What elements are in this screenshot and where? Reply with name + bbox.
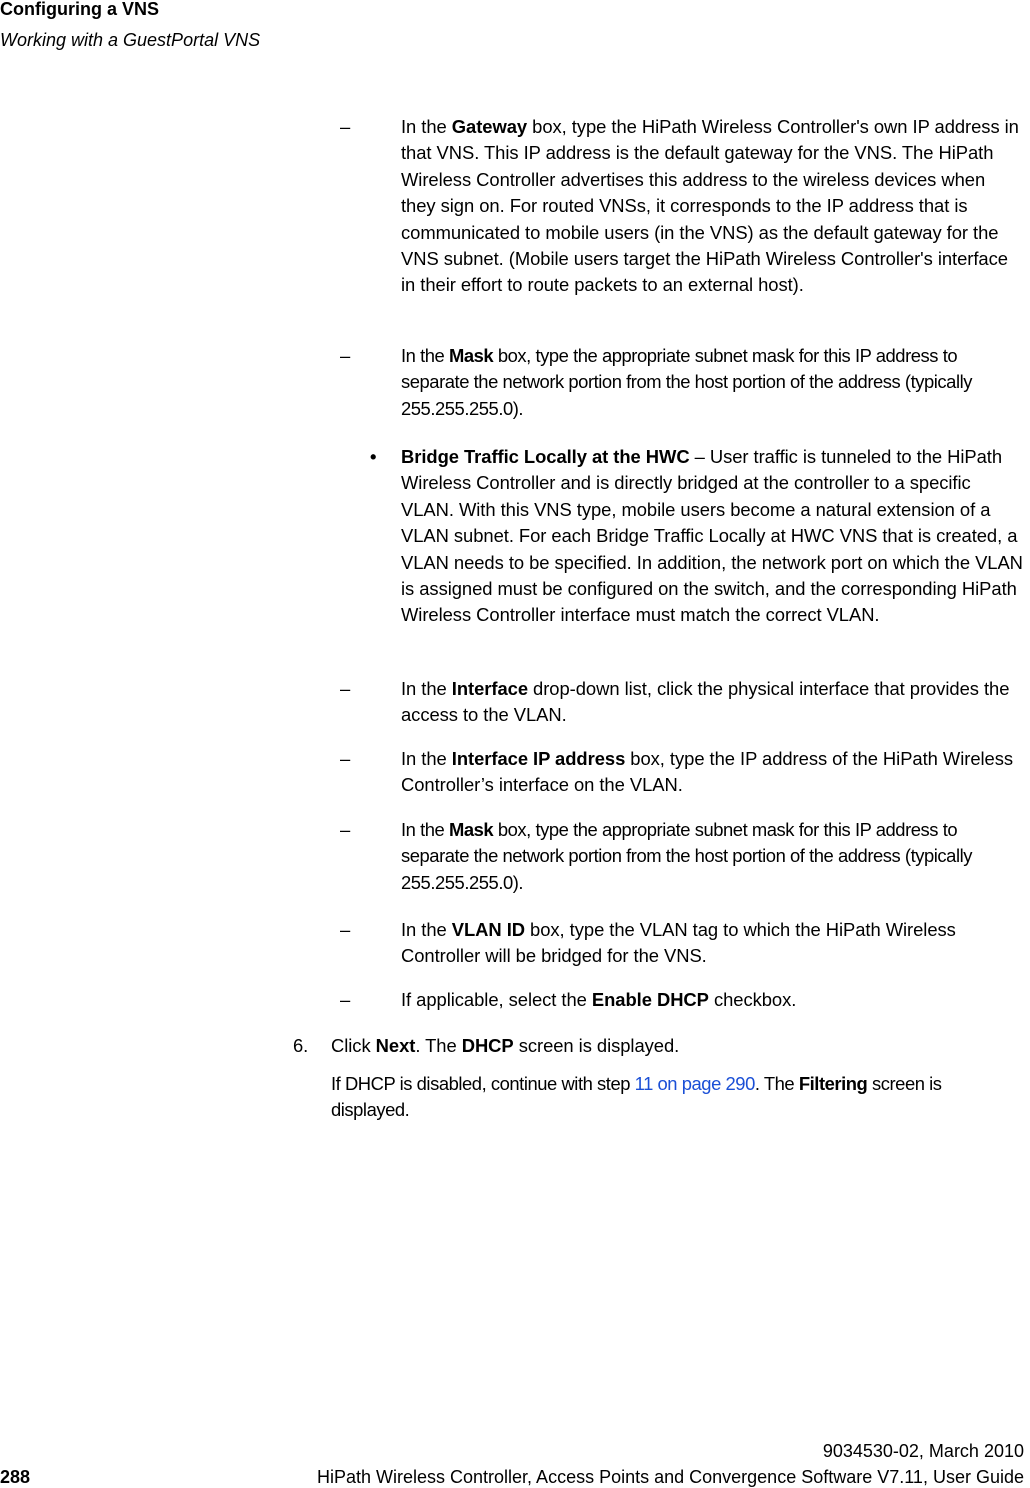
interface-ip-text: In the Interface IP address box, type the IP address of the HiPath Wireless Controller’s interface on the VLAN. [401,748,1013,796]
mask-routed-text: In the Mask box, type the appropriate subnet mask for this IP address to separate the network portion from the host portion of the address (typically 255.255.255.0). [401,345,972,419]
mask-term: Mask [448,345,494,366]
step-6-text: Click Next. The DHCP screen is displayed. [331,1035,680,1056]
mask-term: Mask [448,819,494,840]
step-number: 6. [293,1035,309,1056]
dash-marker: – [340,919,351,940]
vlan-id-text: In the VLAN ID box, type the VLAN tag to which the HiPath Wireless Controller will be bridged for the VNS. [401,919,956,967]
dash-marker: – [340,989,351,1010]
dash-marker: – [340,819,351,840]
gateway-text: In the Gateway box, type the HiPath Wireless Controller's own IP address in that VNS. This IP address is the default gateway for the VNS. The HiPath Wireless Controller advertises this address to the wireless devices when they sign on. For routed VNSs, it corresponds to the IP address that is communicated to mobile users (in the VNS) as the default gateway for the VNS subnet. (Mobile users target the HiPath Wireless Controller's interface in their effort to route packets to an external host). [401,116,1019,296]
vlan-id-term: VLAN ID [451,919,525,940]
mask-bridged-text: In the Mask box, type the appropriate subnet mask for this IP address to separate the network portion from the host portion of the address (typically 255.255.255.0). [401,819,972,893]
bridge-hwc-term: Bridge Traffic Locally at the HWC [401,446,690,467]
dash-marker: – [340,748,351,769]
page-number: 288 [0,1467,31,1487]
dhcp-term: DHCP [461,1035,514,1056]
enable-dhcp-term: Enable DHCP [591,989,709,1010]
document-number: 9034530-02, March 2010 [822,1441,1024,1461]
enable-dhcp-text: If applicable, select the Enable DHCP checkbox. [401,989,797,1010]
filtering-term: Filtering [798,1073,868,1094]
interface-ip-term: Interface IP address [451,748,626,769]
next-term: Next [375,1035,416,1056]
bullet-marker: • [370,446,377,467]
step-11-link[interactable]: 11 on page 290 [634,1073,755,1094]
gateway-term: Gateway [451,116,528,137]
interface-text: In the Interface drop-down list, click the physical interface that provides the access to the VLAN. [401,678,1010,726]
interface-term: Interface [451,678,528,699]
step-6-note-text: If DHCP is disabled, continue with step 11 on page 290. The Filtering screen is displayed. [331,1073,942,1121]
bridge-hwc-text: Bridge Traffic Locally at the HWC – User traffic is tunneled to the HiPath Wireless Controller and is directly bridged at the controller to a specific VLAN. With this VNS type, mobile users become a natural extension of a VLAN subnet. For each Bridge Traffic Locally at HWC VNS that is created, a VLAN needs to be specified. In addition, the network port on which the VLAN is assigned must be configured on the switch, and the corresponding HiPath Wireless Controller interface must match the correct VLAN. [401,446,1023,626]
chapter-title: Configuring a VNS [0,0,159,19]
dash-marker: – [340,345,351,366]
section-title: Working with a GuestPortal VNS [0,30,261,50]
guide-title: HiPath Wireless Controller, Access Points and Convergence Software V7.11, User Guide [316,1467,1024,1487]
dash-marker: – [340,678,351,699]
dash-marker: – [340,116,351,137]
